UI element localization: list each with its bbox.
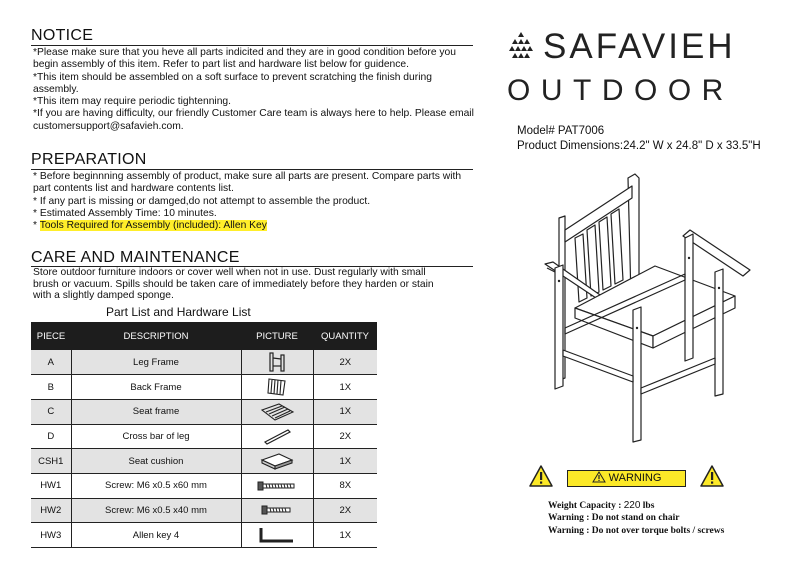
- warning-small-icon: [592, 471, 606, 483]
- parts-table: [31, 322, 377, 548]
- preparation-line: * Estimated Assembly Time: 10 minutes.: [33, 207, 217, 219]
- preparation-rule: [31, 169, 473, 170]
- table-row: [31, 449, 377, 474]
- piece-cell: HW1: [31, 473, 71, 498]
- short-screw-icon: [261, 504, 293, 516]
- capacity-label: Weight Capacity :: [548, 501, 624, 511]
- parts-table-title: Part List and Hardware List: [106, 305, 251, 319]
- notice-heading: NOTICE: [31, 27, 94, 44]
- quantity-cell: 1X: [313, 399, 377, 424]
- warning-triangle-icon: [528, 464, 554, 488]
- quantity-cell: 2X: [313, 498, 377, 523]
- allen-key-icon: [259, 526, 295, 544]
- table-row: [31, 424, 377, 449]
- preparation-text: [33, 171, 478, 232]
- notice-line: *Please make sure that you heve all parts indicited and they are in good condition before you begin assembly of this item. Refer to part list and hardware list below for guidence.: [33, 47, 457, 71]
- warning-line: Warning : Do not over torque bolts / screws: [548, 525, 725, 536]
- notice-line: *This item should be assembled on a soft surface to prevent scratching the finish during assembly.: [33, 71, 432, 95]
- piece-cell: A: [31, 350, 71, 375]
- preparation-tools-line: [33, 220, 478, 232]
- quantity-cell: 1X: [313, 449, 377, 474]
- table-row: [31, 523, 377, 548]
- tools-prefix: *: [33, 220, 40, 232]
- safavieh-logo-icon: [505, 30, 537, 62]
- quantity-cell: 2X: [313, 424, 377, 449]
- warning-banner: [567, 470, 686, 487]
- model-number: Model# PAT7006: [517, 125, 605, 137]
- table-row: [31, 399, 377, 424]
- notice-text: [33, 47, 478, 133]
- warning-text: [548, 500, 724, 537]
- table-row: [31, 498, 377, 523]
- notice-rule: [31, 45, 473, 46]
- warning-label: WARNING: [608, 472, 662, 484]
- product-info: [517, 124, 761, 154]
- piece-cell: HW3: [31, 523, 71, 548]
- notice-line: *This item may require periodic tightenning.: [33, 96, 232, 108]
- tools-required-highlight: Tools Required for Assembly (included): Allen Key: [39, 220, 267, 232]
- description-cell: Seat cushion: [71, 449, 241, 474]
- quantity-cell: 2X: [313, 350, 377, 375]
- table-row: [31, 350, 377, 375]
- description-cell: Screw: M6 x0.5 x40 mm: [71, 498, 241, 523]
- notice-line: *If you are having difficulty, our friendly Customer Care team is always here to help. Please email customersupport@safavieh.com.: [33, 108, 474, 132]
- parts-table-header: [31, 322, 377, 350]
- seat-frame-icon: [259, 402, 295, 422]
- back-frame-icon: [266, 377, 288, 397]
- brand-subtitle: OUTDOOR: [507, 74, 734, 107]
- header-picture: PICTURE: [241, 322, 313, 350]
- piece-cell: CSH1: [31, 449, 71, 474]
- chair-illustration: [535, 168, 755, 443]
- care-text: Store outdoor furniture indoors or cover well when not in use. Dust regularly with small brush or vacuum. Spills should be taken care of immediately before they harden or stain with a slightly damped sponge.: [33, 267, 434, 301]
- table-row: [31, 473, 377, 498]
- capacity-unit: lbs: [640, 501, 655, 511]
- piece-cell: B: [31, 375, 71, 400]
- cushion-icon: [259, 451, 295, 471]
- brand-name: SAFAVIEH: [543, 27, 736, 66]
- description-cell: Seat frame: [71, 399, 241, 424]
- piece-cell: HW2: [31, 498, 71, 523]
- care-heading: CARE AND MAINTENANCE: [31, 249, 240, 266]
- capacity-value: 220: [623, 500, 641, 511]
- leg-frame-icon: [268, 352, 286, 372]
- quantity-cell: 8X: [313, 473, 377, 498]
- description-cell: Allen key 4: [71, 523, 241, 548]
- piece-cell: D: [31, 424, 71, 449]
- header-piece: PIECE: [31, 322, 71, 350]
- quantity-cell: 1X: [313, 523, 377, 548]
- warning-line: Warning : Do not stand on chair: [548, 513, 680, 524]
- long-screw-icon: [257, 480, 297, 492]
- cross-bar-icon: [262, 427, 292, 445]
- description-cell: Leg Frame: [71, 350, 241, 375]
- preparation-heading: PREPARATION: [31, 151, 147, 168]
- weight-capacity-line: [548, 500, 724, 512]
- quantity-cell: 1X: [313, 375, 377, 400]
- product-dimensions: Product Dimensions:24.2" W x 24.8" D x 33.5"H: [517, 140, 761, 152]
- description-cell: Back Frame: [71, 375, 241, 400]
- preparation-line: * If any part is missing or damged,do not attempt to assemble the product.: [33, 195, 371, 207]
- warning-triangle-icon: [699, 464, 725, 488]
- table-row: [31, 375, 377, 400]
- header-description: DESCRIPTION: [71, 322, 241, 350]
- piece-cell: C: [31, 399, 71, 424]
- description-cell: Cross bar of leg: [71, 424, 241, 449]
- description-cell: Screw: M6 x0.5 x60 mm: [71, 473, 241, 498]
- preparation-line: * Before beginnning assembly of product, make sure all parts are present. Compare parts with part contents list and hardware contents list.: [33, 171, 462, 195]
- header-quantity: QUANTITY: [313, 322, 377, 350]
